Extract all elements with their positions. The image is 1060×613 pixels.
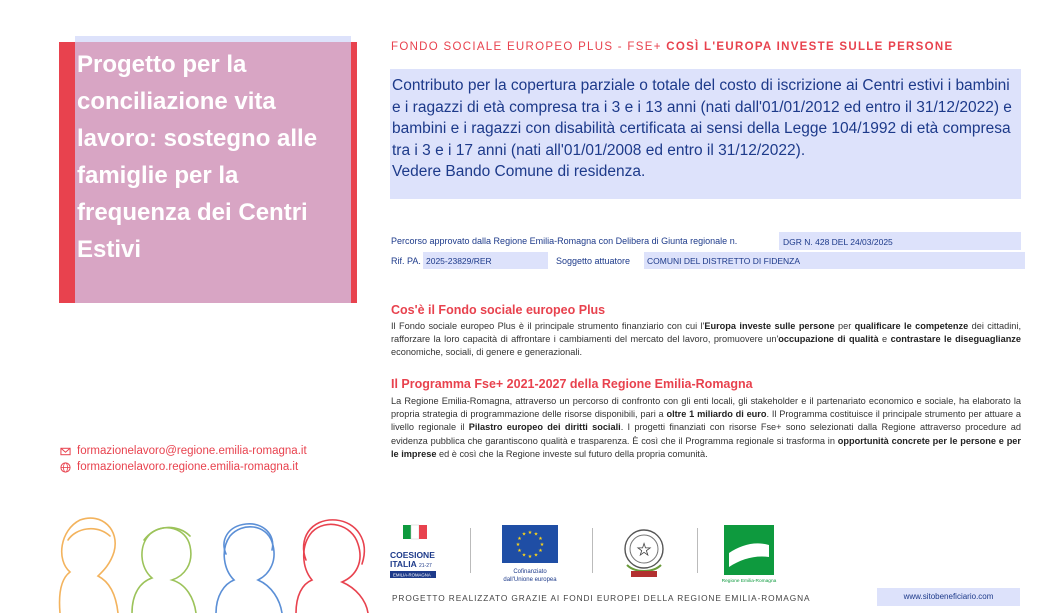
svg-text:★: ★: [521, 531, 527, 538]
eu-line1: Cofinanziato: [513, 569, 547, 575]
rif-value: 2025-23829/RER: [423, 252, 548, 269]
logo-divider: [592, 528, 593, 573]
figure-1-outline: [59, 518, 118, 613]
section1-bold: qualificare le competenze: [854, 321, 969, 331]
section2-text: . I progetti finanziati con risorse Fse+ sono selezionati dalla Regione attraverso procedure ad evidenza pubblica che garantiscono qualità e trasparenza. È così che il Programma regionale si trasforma in: [391, 422, 1021, 446]
section1-bold: Europa investe sulle persone: [704, 321, 835, 331]
svg-text:★: ★: [533, 552, 539, 559]
section1-text: Il Fondo sociale europeo Plus è il principale strumento finanziario con cui l': [391, 321, 705, 331]
soggetto-value: COMUNI DEL DISTRETTO DI FIDENZA: [644, 252, 1025, 269]
figure-4-hair: [304, 520, 365, 564]
eu-line2: dall'Unione europea: [503, 577, 557, 583]
section2-bold: opportunità concrete per le persone e per le imprese: [391, 435, 1021, 459]
globe-icon: [60, 462, 71, 473]
section2-title: Il Programma Fse+ 2021-2027 della Regione Emilia-Romagna: [391, 377, 753, 391]
figure-3-hair: [224, 524, 273, 554]
description-box: [390, 69, 1021, 199]
emblem-star: ★: [636, 540, 652, 559]
people-illustration: [40, 490, 380, 613]
logo-divider: [470, 528, 471, 573]
section2-text: ed è così che la Regione investe sul futuro della propria comunità.: [436, 448, 708, 459]
svg-text:★: ★: [527, 530, 533, 536]
section1-title: Cos'è il Fondo sociale europeo Plus: [391, 303, 606, 317]
coesione-sub: EMILIA-ROMAGNA: [393, 572, 431, 578]
footer-text: PROGETTO REALIZZATO GRAZIE AI FONDI EUROPEI DELLA REGIONE EMILIA-ROMAGNA: [392, 593, 811, 603]
svg-text:★: ★: [517, 536, 522, 542]
figure-2-outline: [132, 528, 196, 613]
coesione-italia-logo: [389, 523, 441, 581]
section1-bold: contrastare le diseguaglianze: [890, 334, 1022, 345]
coesione-shape-red: [419, 525, 427, 539]
region-label: Regione Emilia-Romagna: [721, 579, 777, 584]
soggetto-label: Soggetto attuatore: [556, 256, 631, 266]
svg-text:★: ★: [538, 548, 543, 554]
page-title: Progetto per la conciliazione vita lavoro: sostegno alle famiglie per la frequenza dei Centri Estivi: [77, 51, 318, 263]
regione-emilia-romagna-logo: [721, 523, 777, 585]
coesione-shape-white: [411, 525, 419, 539]
section2-bold: Pilastro europeo dei diritti sociali: [468, 422, 621, 433]
coesione-years: 21-27: [419, 563, 432, 569]
svg-text:★: ★: [527, 554, 533, 560]
section1-text: dei cittadini, rafforzare la loro capacità di affrontare i cambiamenti del mercato del lavoro, promuovere un': [391, 321, 1022, 345]
contact-email[interactable]: [60, 445, 307, 457]
section2-text: . Il Programma costituisce il principale strumento per attuare a livello regionale il: [391, 409, 1021, 433]
description-line: Vedere Bando Comune di residenza.: [392, 163, 646, 180]
section2-text: La Regione Emilia-Romagna, attraverso un percorso di confronto con gli enti locali, gli stakeholder e il partenariato economico e sociale, ha elaborato la propria strategia di programmazione delle risorse disponibili, pari a: [391, 396, 1021, 420]
italian-republic-emblem: [619, 523, 669, 581]
emblem-ribbon: [631, 571, 657, 577]
svg-text:★: ★: [538, 536, 543, 542]
fse-header: [391, 41, 953, 53]
percorso-label: Percorso approvato dalla Regione Emilia-Romagna con Delibera di Giunta regionale n.: [391, 236, 738, 246]
section2-bold: oltre 1 miliardo di euro: [666, 409, 767, 420]
description-line: Contributo per la copertura parziale o totale del costo di iscrizione ai Centri estivi i bambini: [392, 77, 1010, 94]
coesione-line2: ITALIA: [390, 559, 417, 569]
envelope-icon: [60, 446, 71, 457]
coesione-line1: COESIONE: [390, 550, 435, 560]
beneficiary-site[interactable]: www.sitobeneficiario.com: [877, 588, 1020, 606]
svg-text:★: ★: [517, 548, 522, 554]
section1-bold: occupazione di qualità: [778, 334, 879, 345]
contact-website[interactable]: [60, 461, 298, 473]
section2-body: [391, 395, 1021, 461]
section1-text: per: [834, 321, 855, 331]
eu-cofinanced-logo: [494, 523, 566, 585]
svg-text:★: ★: [533, 531, 539, 538]
figure-1-hair: [68, 529, 110, 540]
title-card-left-bar: [59, 42, 75, 303]
section1-text: economiche, sociali, di genere e generazionali.: [391, 347, 583, 358]
figure-4-outline: [296, 524, 368, 613]
description-line: bambini e i ragazzi con disabilità certificata ai sensi della Legge 104/1992 di età compresa: [392, 120, 1011, 137]
fse-header-part1: FONDO SOCIALE EUROPEO PLUS - FSE+: [391, 41, 662, 53]
svg-text:★: ★: [515, 542, 521, 548]
description-line: e i ragazzi di età compresa tra i 3 e i 13 anni (nati dall'01/01/2012 ed entro il 31/12/2022) e: [392, 98, 1012, 116]
coesione-shape-green: [403, 525, 411, 539]
svg-text:★: ★: [521, 552, 527, 559]
section1-text: e: [878, 334, 891, 345]
section1-body: [391, 320, 1021, 360]
contact-website-text[interactable]: formazionelavoro.regione.emilia-romagna.it: [77, 461, 299, 473]
rif-label: Rif. PA.: [391, 256, 421, 266]
logo-divider: [697, 528, 698, 573]
svg-text:★: ★: [539, 542, 545, 548]
contact-email-text[interactable]: formazionelavoro@regione.emilia-romagna.it: [77, 445, 307, 457]
description-line: tra i 3 e i 17 anni (nati all'01/01/2008 ed entro il 31/12/2022).: [392, 141, 806, 159]
fse-header-part2: COSÌ L'EUROPA INVESTE SULLE PERSONE: [666, 41, 954, 53]
dgr-value: DGR N. 428 DEL 24/03/2025: [779, 232, 1021, 250]
